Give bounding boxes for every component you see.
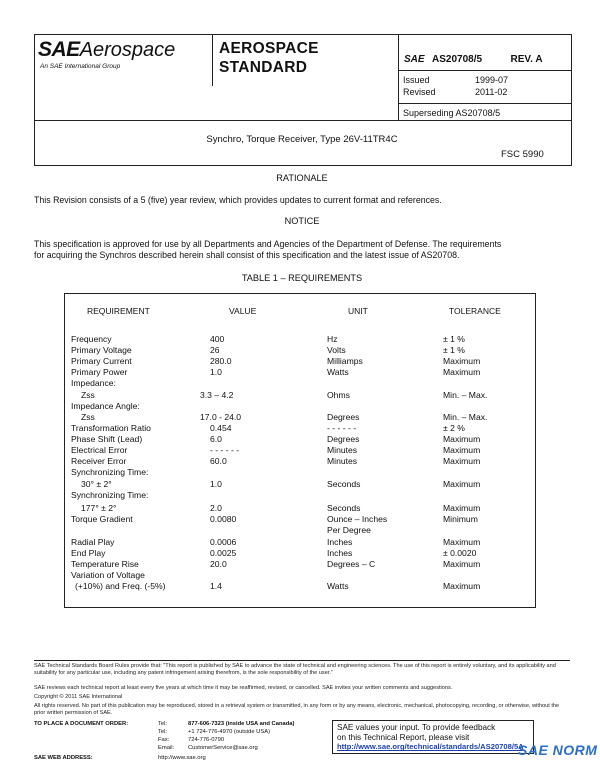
cell-requirement: Radial Play xyxy=(71,537,115,547)
cell-unit: Degrees xyxy=(327,412,360,422)
cell-requirement: Transformation Ratio xyxy=(71,423,151,433)
cell-requirement: Receiver Error xyxy=(71,456,127,466)
fsc-code: FSC 5990 xyxy=(501,149,544,160)
header-rule-2 xyxy=(398,103,571,104)
email-label: Email: xyxy=(158,745,175,751)
header-divider-2 xyxy=(398,34,399,120)
cell-requirement: Primary Power xyxy=(71,367,128,377)
cell-tolerance: Maximum xyxy=(443,445,481,455)
cell-unit: Hz xyxy=(327,334,338,344)
cell-tolerance: Maximum xyxy=(443,581,481,591)
column-header-tolerance: TOLERANCE xyxy=(449,306,501,316)
feedback-line2: on this Technical Report, please visit xyxy=(337,732,470,742)
sae-norm-watermark: SAE NORM xyxy=(518,742,598,758)
cell-requirement: 177° ± 2° xyxy=(81,503,117,513)
cell-value: 6.0 xyxy=(210,434,222,444)
cell-requirement: Primary Current xyxy=(71,356,132,366)
cell-unit: Per Degree xyxy=(327,525,371,535)
cell-tolerance: Maximum xyxy=(443,479,481,489)
sae-aerospace-logo xyxy=(38,38,175,62)
cell-tolerance: Min. – Max. xyxy=(443,412,488,422)
cell-unit: Volts xyxy=(327,345,346,355)
cell-requirement: Impedance Angle: xyxy=(71,401,140,411)
cell-requirement: 30° ± 2° xyxy=(81,479,112,489)
cell-unit: Minutes xyxy=(327,456,358,466)
cell-value: 1.0 xyxy=(210,479,222,489)
feedback-link[interactable]: http://www.sae.org/technical/standards/AS20708/5A xyxy=(337,742,524,752)
cell-value: 1.0 xyxy=(210,367,222,377)
cell-requirement: End Play xyxy=(71,548,106,558)
cell-unit: Watts xyxy=(327,581,349,591)
footer-review-paragraph: SAE reviews each technical report at least every five years at which time it may be reaffirmed, revised, or cancelled. SAE invites your written comments and suggestions. xyxy=(34,685,453,691)
cell-requirement: Zss xyxy=(81,390,95,400)
cell-unit: Degrees xyxy=(327,434,360,444)
logo-subtitle: An SAE International Group xyxy=(40,63,121,70)
rationale-heading: RATIONALE xyxy=(276,173,328,183)
table-caption: TABLE 1 – REQUIREMENTS xyxy=(241,273,363,283)
cell-requirement: Phase Shift (Lead) xyxy=(71,434,143,444)
cell-value: 17.0 - 24.0 xyxy=(200,412,242,422)
cell-value: 400 xyxy=(210,334,225,344)
cell-unit: Inches xyxy=(327,548,353,558)
cell-requirement: Synchronizing Time: xyxy=(71,467,149,477)
table-row xyxy=(65,367,535,378)
cell-tolerance: Maximum xyxy=(443,503,481,513)
cell-requirement: Primary Voltage xyxy=(71,345,132,355)
cell-value: - - - - - - xyxy=(210,445,240,455)
cell-requirement: Impedance: xyxy=(71,378,116,388)
table-row xyxy=(65,423,535,434)
cell-unit: Seconds xyxy=(327,479,361,489)
cell-tolerance: ± 1 % xyxy=(443,334,465,344)
footer-rights-paragraph: All rights reserved. No part of this publication may be reproduced, stored in a retrieval system or transmitted, in any form or by any means, electronic, mechanical, photocopying, recording, or otherwise, without the prior written permission of SAE. xyxy=(34,703,560,717)
table-row xyxy=(65,356,535,367)
cell-tolerance: ± 0.0020 xyxy=(443,548,477,558)
table-row xyxy=(65,401,535,412)
tel-outside-usa: +1 724-776-4970 (outside USA) xyxy=(188,729,271,735)
cell-value: 1.4 xyxy=(210,581,222,591)
footer-copyright: Copyright © 2011 SAE International xyxy=(34,694,123,700)
revised-date: 2011-02 xyxy=(475,87,508,97)
table-row xyxy=(65,412,535,423)
cell-requirement: Electrical Error xyxy=(71,445,128,455)
web-label: SAE WEB ADDRESS: xyxy=(34,755,93,761)
cell-value: 0.0006 xyxy=(210,537,237,547)
fax-number: 724-776-0790 xyxy=(188,737,225,743)
cell-unit: Inches xyxy=(327,537,353,547)
feedback-line1: SAE values your input. To provide feedback xyxy=(337,723,496,732)
cell-unit: Minutes xyxy=(327,445,358,455)
table-row xyxy=(65,537,535,548)
rationale-text: This Revision consists of a 5 (five) year review, which provides updates to current format and references. xyxy=(34,195,442,205)
cell-value: 0.0025 xyxy=(210,548,237,558)
notice-heading: NOTICE xyxy=(284,216,320,226)
table-row xyxy=(65,334,535,345)
column-header-requirement: REQUIREMENT xyxy=(87,306,150,316)
logo-aerospace: Aerospace xyxy=(79,39,176,61)
cell-tolerance: ± 2 % xyxy=(443,423,465,433)
footer-rule xyxy=(34,660,570,661)
email-address[interactable]: CustomerService@sae.org xyxy=(188,745,258,751)
table-row xyxy=(65,559,535,570)
table-row xyxy=(65,434,535,445)
header-divider-1 xyxy=(212,34,213,86)
document-number-line xyxy=(404,49,543,67)
cell-unit: Watts xyxy=(327,367,349,377)
table-row xyxy=(65,490,535,501)
requirements-table xyxy=(64,293,536,608)
cell-tolerance: Maximum xyxy=(443,559,481,569)
cell-unit: Ohms xyxy=(327,390,350,400)
standard-title-line2: STANDARD xyxy=(219,59,308,76)
feedback-box xyxy=(332,720,534,754)
cell-value: 3.3 – 4.2 xyxy=(200,390,234,400)
cell-requirement: Torque Gradient xyxy=(71,514,133,524)
notice-text-line1: This specification is approved for use by all Departments and Agencies of the Department of Defense. The requirements xyxy=(34,239,502,249)
cell-tolerance: Maximum xyxy=(443,356,481,366)
cell-unit: Seconds xyxy=(327,503,361,513)
cell-tolerance: Maximum xyxy=(443,367,481,377)
table-row xyxy=(65,456,535,467)
revision: REV. A xyxy=(510,54,543,65)
cell-value: 26 xyxy=(210,345,220,355)
cell-requirement: Temperature Rise xyxy=(71,559,139,569)
cell-unit: - - - - - - xyxy=(327,423,357,433)
table-row xyxy=(65,581,535,592)
cell-value: 2.0 xyxy=(210,503,222,513)
cell-value: 20.0 xyxy=(210,559,227,569)
tel2-label: Tel: xyxy=(158,729,168,735)
table-row xyxy=(65,525,535,536)
header-rule-1 xyxy=(398,70,571,71)
table-row xyxy=(65,503,535,514)
footer-rules-paragraph: SAE Technical Standards Board Rules provide that: "This report is published by SAE to advance the state of technical and engineering sciences. The use of this report is entirely voluntary, and its applicability and suitability for any particular use, including any patent infringement arising therefrom, is the sole responsibility of the user." xyxy=(34,663,556,677)
order-label: TO PLACE A DOCUMENT ORDER: xyxy=(34,721,129,727)
table-row xyxy=(65,390,535,401)
web-address[interactable]: http://www.sae.org xyxy=(158,755,206,761)
doc-number: AS20708/5 xyxy=(432,54,483,65)
cell-requirement: Frequency xyxy=(71,334,112,344)
column-header-value: VALUE xyxy=(229,306,257,316)
cell-value: 280.0 xyxy=(210,356,232,366)
cell-tolerance: Min. – Max. xyxy=(443,390,488,400)
cell-tolerance: Maximum xyxy=(443,537,481,547)
cell-tolerance: Minimum xyxy=(443,514,478,524)
column-header-unit: UNIT xyxy=(348,306,368,316)
cell-requirement: Synchronizing Time: xyxy=(71,490,149,500)
cell-tolerance: Maximum xyxy=(443,434,481,444)
tel-inside-usa: 877-606-7323 (inside USA and Canada) xyxy=(188,721,295,727)
table-row xyxy=(65,570,535,581)
table-row xyxy=(65,378,535,389)
doc-brand: SAE xyxy=(404,54,425,65)
cell-requirement: Variation of Voltage xyxy=(71,570,145,580)
standard-title-line1: AEROSPACE xyxy=(219,40,319,57)
table-row xyxy=(65,467,535,478)
cell-value: 60.0 xyxy=(210,456,227,466)
cell-requirement: Zss xyxy=(81,412,95,422)
revised-label: Revised xyxy=(403,87,436,97)
cell-unit: Milliamps xyxy=(327,356,363,366)
cell-tolerance: Maximum xyxy=(443,456,481,466)
cell-tolerance: ± 1 % xyxy=(443,345,465,355)
table-row xyxy=(65,514,535,525)
cell-value: 0.454 xyxy=(210,423,232,433)
table-row xyxy=(65,445,535,456)
subject-title: Synchro, Torque Receiver, Type 26V-11TR4C xyxy=(206,134,398,145)
table-row xyxy=(65,479,535,490)
cell-unit: Ounce – Inches xyxy=(327,514,388,524)
notice-text-line2: for acquiring the Synchros described herein shall consist of this specification and the latest issue of AS20708. xyxy=(34,250,460,260)
issued-label: Issued xyxy=(403,75,430,85)
table-row xyxy=(65,548,535,559)
cell-value: 0.0080 xyxy=(210,514,237,524)
issued-date: 1999-07 xyxy=(475,75,509,85)
tel-label: Tel: xyxy=(158,721,168,727)
logo-sae: SAE xyxy=(38,38,80,61)
cell-requirement: (+10%) and Freq. (-5%) xyxy=(75,581,166,591)
superseding-note: Superseding AS20708/5 xyxy=(403,108,501,118)
cell-unit: Degrees – C xyxy=(327,559,376,569)
fax-label: Fax: xyxy=(158,737,170,743)
table-row xyxy=(65,345,535,356)
